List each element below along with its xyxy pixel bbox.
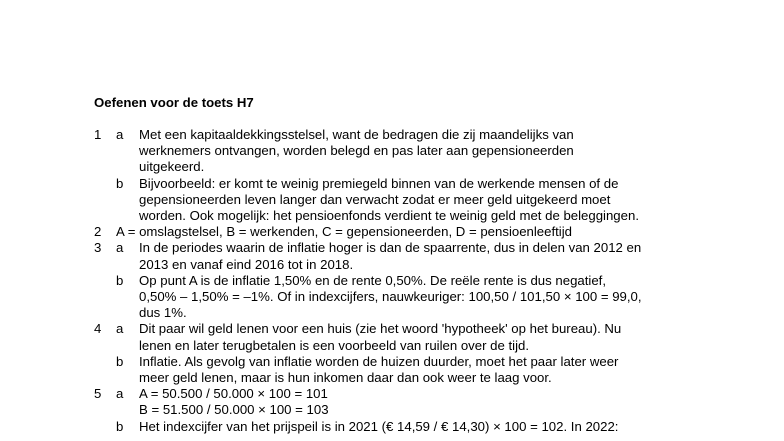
answer-item [94,273,694,322]
answer-item [94,386,694,418]
answer-text-line: A = 50.500 / 50.000 × 100 = 101 [139,386,328,402]
answer-item [94,321,694,353]
answer-item [94,354,694,386]
answer-letter: a [116,127,124,142]
answer-number: 3 [94,240,102,256]
answer-text-line: Dit paar wil geld lenen voor een huis (zie het woord 'hypotheek' op het bureau). Nu [139,321,622,337]
answer-text-line: werknemers ontvangen, worden belegd en pas later aan gepensioneerden [139,143,574,159]
answer-letter: a [116,240,124,256]
answer-text-line: meer geld lenen, maar is hun inkomen daar dan ook weer te laag voor. [139,370,552,386]
answer-text-line: 0,50% – 1,50% = –1%. Of in indexcijfers, nauwkeuriger: 100,50 / 101,50 × 100 = 99,0, [139,289,642,305]
answer-text-line: uitgekeerd. [139,159,205,175]
answer-number: 1 [94,127,102,142]
answer-text-line: Met een kapitaaldekkingsstelsel, want de bedragen die zij maandelijks van [139,127,574,142]
answer-text-line: Bijvoorbeeld: er komt te weinig premiegeld binnen van de werkende mensen of de [139,175,619,191]
answer-text-line: dus 1%. [139,305,187,321]
answer-text-line: lenen en later terugbetalen is een voorbeeld van ruilen over de tijd. [139,337,530,353]
answer-text-line: 2013 en vanaf eind 2016 tot in 2018. [139,256,354,272]
answer-number: 2 [94,224,102,240]
answer-list [94,127,694,435]
answer-item [94,127,694,176]
answer-item [94,224,694,240]
answer-text-line: Inflatie. Als gevolg van inflatie worden de huizen duurder, moet het paar later weer [139,353,619,369]
answer-letter: a [116,386,124,402]
answer-item [94,419,694,435]
answer-letter: b [116,418,124,434]
answer-letter: a [116,321,124,337]
answer-letter: b [116,353,124,369]
answer-text-line: worden. Ook mogelijk: het pensioenfonds verdient te weinig geld met de beleggingen. [139,208,639,224]
answer-number: 4 [94,321,102,337]
answer-letter: b [116,175,124,191]
answer-text-line: In de periodes waarin de inflatie hoger is dan de spaarrente, dus in delen van 2012 en [139,240,642,256]
answer-number: 5 [94,386,102,402]
answer-text-line: A = omslagstelsel, B = werkenden, C = gepensioneerden, D = pensioenleeftijd [116,224,572,240]
answer-text-line: B = 51.500 / 50.000 × 100 = 103 [139,402,329,418]
answer-item [94,176,694,225]
answer-text-line: Op punt A is de inflatie 1,50% en de rente 0,50%. De reële rente is dus negatief, [139,272,606,288]
answer-text-line: gepensioneerden leven langer dan verwacht zodat er meer geld uitgekeerd moet [139,191,611,207]
answer-text-line: Het indexcijfer van het prijspeil is in 2021 (€ 14,59 / € 14,30) × 100 = 102. In 2022: [139,418,619,434]
answer-letter: b [116,272,124,288]
answer-item [94,240,694,272]
document-title: Oefenen voor de toets H7 [94,95,254,110]
